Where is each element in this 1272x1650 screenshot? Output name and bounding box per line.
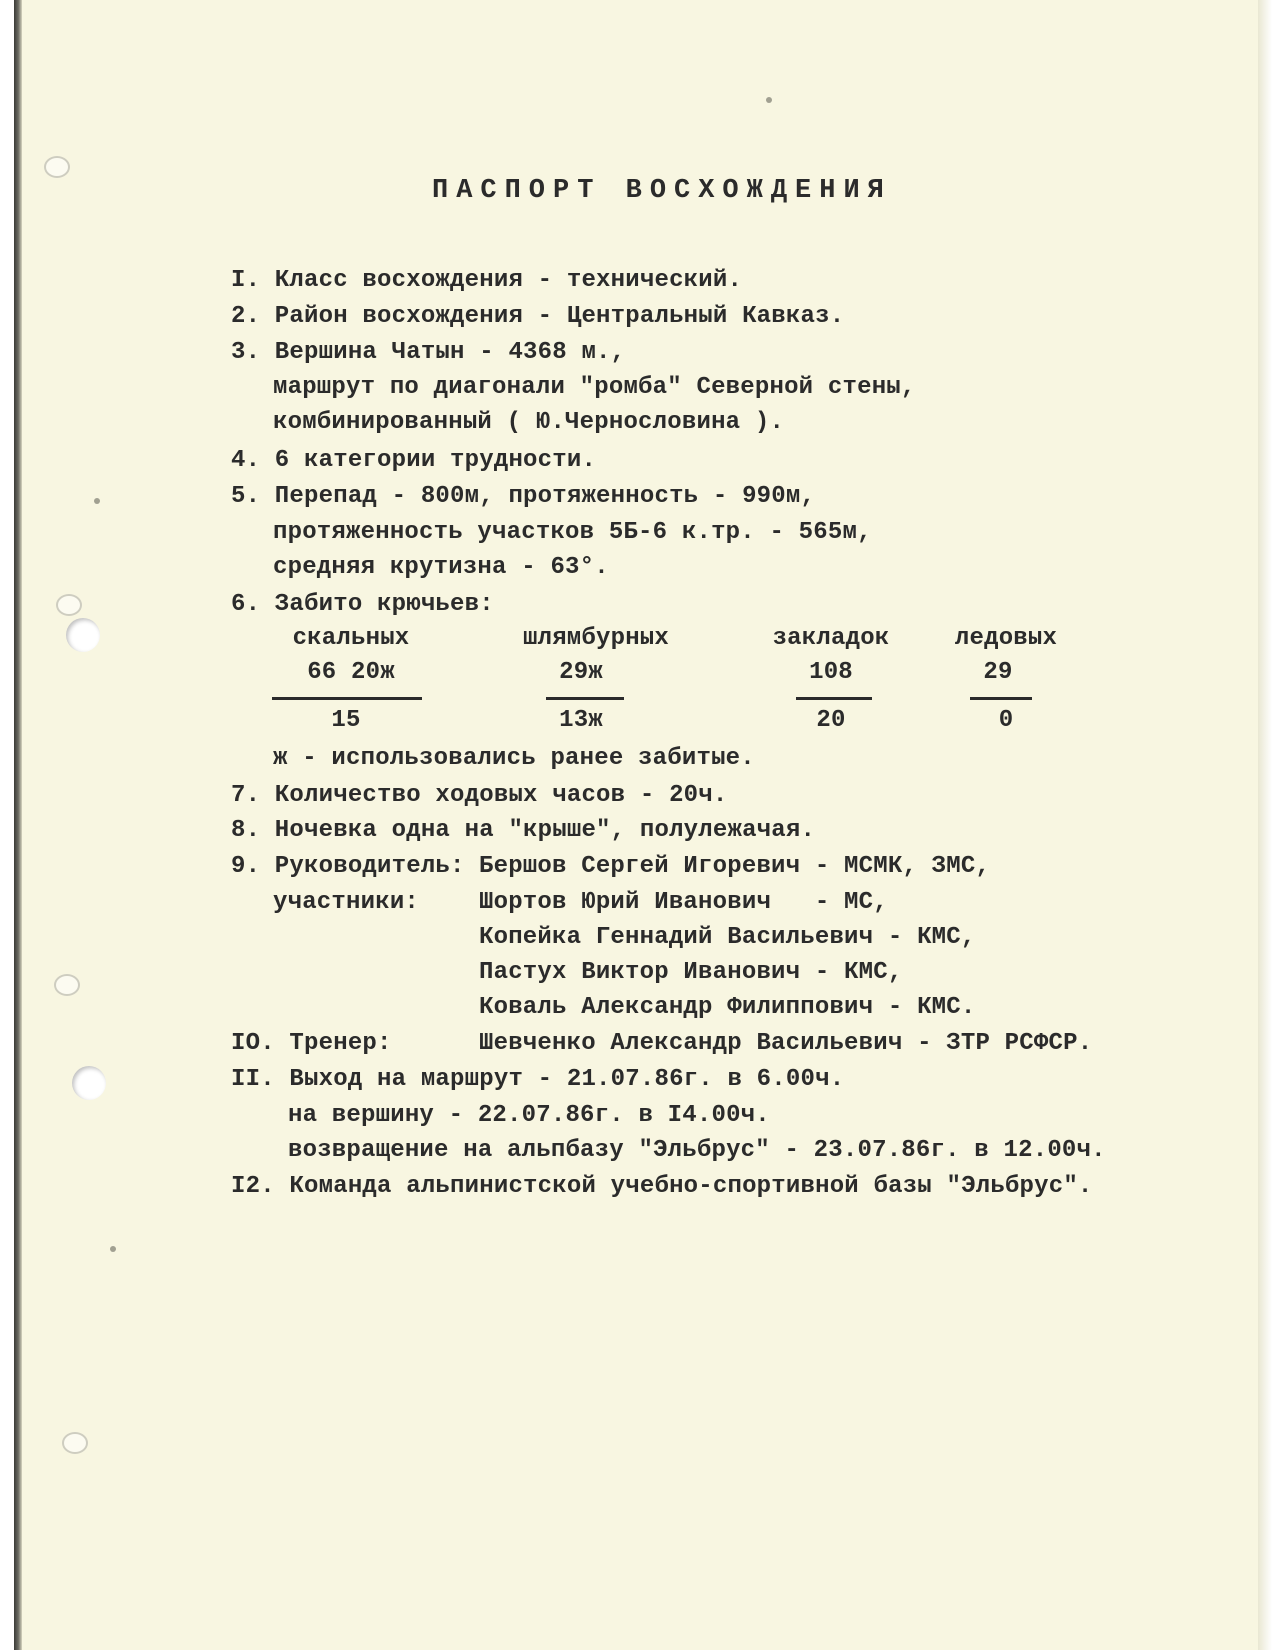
hooks-header-ice: ледовых bbox=[954, 625, 1058, 652]
fraction-line bbox=[546, 697, 624, 700]
item-5-sections: протяженность участков 5Б-6 к.тр. - 565м, bbox=[273, 519, 872, 546]
hooks-bolt-removed: 13ж bbox=[559, 707, 603, 734]
item-3-type: комбинированный ( Ю.Чернословина ). bbox=[273, 409, 785, 436]
item-11-return: возвращение на альпбазу "Эльбрус" - 23.07.86г. в 12.00ч. bbox=[288, 1137, 1106, 1164]
trainer-name: Шевченко Александр Васильевич - ЗТР РСФСР. bbox=[479, 1030, 1093, 1057]
hooks-header-rock: скальных bbox=[292, 625, 410, 652]
hooks-note: ж - использовались ранее забитые. bbox=[273, 745, 755, 772]
item-7: 7. Количество ходовых часов - 20ч. bbox=[231, 782, 728, 809]
item-11-summit: на вершину - 22.07.86г. в I4.00ч. bbox=[288, 1102, 770, 1129]
members-label: участники: bbox=[273, 889, 420, 916]
item-8: 8. Ночевка одна на "крыше", полулежачая. bbox=[231, 817, 816, 844]
item-3-route: маршрут по диагонали "ромба" Северной стены, bbox=[273, 374, 916, 401]
punch-mark bbox=[56, 594, 82, 616]
hooks-rock-driven: 66 20ж bbox=[307, 659, 395, 686]
item-1: I. Класс восхождения - технический. bbox=[231, 267, 743, 294]
fraction-line bbox=[272, 697, 422, 700]
hooks-header-bolt: шлямбурных bbox=[522, 625, 670, 652]
item-2: 2. Район восхождения - Центральный Кавказ. bbox=[231, 303, 845, 330]
punch-mark bbox=[54, 974, 80, 996]
trainer-label: IO. Тренер: bbox=[231, 1030, 392, 1057]
hooks-chocks-driven: 108 bbox=[809, 659, 853, 686]
member-1: Шортов Юрий Иванович - МС, bbox=[479, 889, 888, 916]
scan-right-edge bbox=[1258, 0, 1272, 1650]
item-11-start: II. Выход на маршрут - 21.07.86г. в 6.00ч. bbox=[231, 1066, 845, 1093]
leader-label: 9. Руководитель: bbox=[231, 853, 465, 880]
member-3: Пастух Виктор Иванович - КМС, bbox=[479, 959, 903, 986]
member-4: Коваль Александр Филиппович - КМС. bbox=[479, 994, 976, 1021]
fraction-line bbox=[796, 697, 872, 700]
speck bbox=[94, 498, 100, 504]
document-title: ПАСПОРТ ВОСХОЖДЕНИЯ bbox=[432, 176, 892, 206]
item-6: 6. Забито крючьев: bbox=[231, 591, 494, 618]
scan-left-edge bbox=[14, 0, 22, 1650]
punch-mark bbox=[44, 156, 70, 178]
punch-mark bbox=[62, 1432, 88, 1454]
item-4: 4. 6 категории трудности. bbox=[231, 447, 597, 474]
item-12: I2. Команда альпинистской учебно-спортивной базы "Эльбрус". bbox=[231, 1173, 1093, 1200]
leader-name: Бершов Сергей Игоревич - МСМК, ЗМС, bbox=[479, 853, 991, 880]
item-5: 5. Перепад - 800м, протяженность - 990м, bbox=[231, 483, 816, 510]
hooks-ice-removed: 0 bbox=[998, 707, 1014, 734]
speck bbox=[766, 97, 772, 103]
hooks-bolt-driven: 29ж bbox=[559, 659, 603, 686]
item-3: 3. Вершина Чатын - 4368 м., bbox=[231, 339, 626, 366]
item-5-steepness: средняя крутизна - 63°. bbox=[273, 554, 609, 581]
hooks-ice-driven: 29 bbox=[983, 659, 1013, 686]
member-2: Копейка Геннадий Васильевич - КМС, bbox=[479, 924, 976, 951]
hooks-header-chocks: закладок bbox=[772, 625, 890, 652]
speck bbox=[110, 1246, 116, 1252]
hooks-rock-removed: 15 bbox=[331, 707, 361, 734]
hooks-chocks-removed: 20 bbox=[816, 707, 846, 734]
fraction-line bbox=[970, 697, 1032, 700]
punch-hole bbox=[66, 618, 100, 652]
punch-hole bbox=[72, 1066, 106, 1100]
